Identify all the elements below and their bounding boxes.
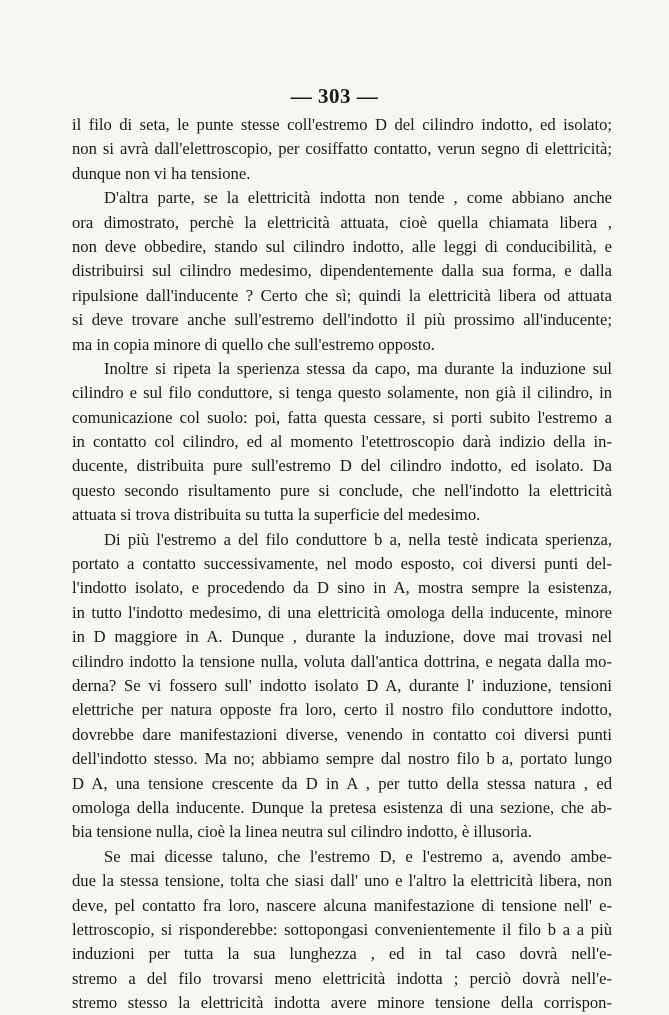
text-line: Di più l'estremo a del filo conduttore b a, nella testè indicata sperienza,	[104, 529, 612, 549]
text-line: non si avrà dall'elettroscopio, per cosiffatto contatto, verun segno di elettricità;	[72, 139, 612, 159]
text-line: ora dimostrato, perchè la elettricità attuata, cioè quella chiamata libera ,	[72, 212, 612, 232]
text-line: dovrebbe dare manifestazioni diverse, venendo in contatto coi diversi punti	[72, 724, 612, 744]
text-line: Inoltre si ripeta la sperienza stessa da capo, ma durante la induzione sul	[104, 358, 612, 378]
text-line: dunque non vi ha tensione.	[72, 163, 251, 183]
text-line: Se mai dicesse taluno, che l'estremo D, e l'estremo a, avendo ambe-	[104, 846, 612, 866]
text-line: si deve trovare anche sull'estremo dell'indotto il più prossimo all'inducente;	[72, 310, 612, 330]
text-line: distribuirsi sul cilindro medesimo, dipendentemente dalla sua forma, e dalla	[72, 261, 612, 281]
page-number: — 303 —	[290, 84, 379, 108]
text-line: cilindro indotto la tensione nulla, voluta dall'antica dottrina, e negata dalla mo-	[72, 651, 612, 671]
text-line: l'indotto isolato, e procedendo da D sino in A, mostra sempre la esistenza,	[72, 578, 612, 598]
text-line: D A, una tensione crescente da D in A , per tutto della stessa natura , ed	[72, 773, 612, 793]
text-line: elettriche per natura opposte fra loro, certo il nostro filo conduttore indotto,	[72, 700, 612, 720]
text-line: ma in copia minore di quello che sull'estremo opposto.	[72, 334, 435, 354]
text-line: derna? Se vi fossero sull' indotto isolato D A, durante l' induzione, tensioni	[72, 675, 612, 695]
text-line: due la stessa tensione, tolta che siasi dall' uno e l'altro la elettricità libera, non	[72, 871, 612, 891]
text-line: attuata si trova distribuita su tutta la superficie del medesimo.	[72, 505, 481, 525]
text-line: comunicazione col suolo: poi, fatta questa cessare, si porti subito l'estremo a	[72, 407, 612, 427]
text-line: induzioni per tutta la sua lunghezza , ed in tal caso dovrà nell'e-	[72, 944, 612, 964]
text-line: omologa della inducente. Dunque la pretesa esistenza di una sezione, che ab-	[72, 797, 612, 817]
text-line: deve, pel contatto fra loro, nascere alcuna manifestazione di tensione nell' e-	[72, 895, 612, 915]
text-line: in tutto l'indotto medesimo, di una elettricità omologa della inducente, minore	[72, 602, 612, 622]
text-line: stremo a del filo trovarsi meno elettricità indotta ; perciò dovrà nell'e-	[72, 968, 612, 988]
text-line: in contatto col cilindro, ed al momento l'etettroscopio darà indizio della in-	[72, 432, 612, 452]
text-line: lettroscopio, si risponderebbe: sottopongasi convenientemente il filo b a a più	[72, 919, 612, 939]
text-line: D'altra parte, se la elettricità indotta non tende , come abbiano anche	[104, 188, 612, 208]
text-line: il filo di seta, le punte stesse coll'estremo D del cilindro indotto, ed isolato;	[72, 115, 612, 134]
text-line: cilindro e sul filo conduttore, si tenga questo solamente, non già il cilindro, in	[72, 383, 612, 403]
text-line: non deve obbedire, stando sul cilindro indotto, alle leggi di conducibilità, e	[72, 236, 612, 256]
body-text	[72, 113, 612, 1015]
text-line: questo secondo risultamento pure si conclude, che nell'indotto la elettricità	[72, 480, 612, 500]
text-line: portato a contatto successivamente, nel modo esposto, coi diversi punti del-	[72, 554, 612, 574]
text-line: stremo stesso la elettricità indotta avere minore tensione della corrispon-	[72, 993, 612, 1013]
text-line: ducente, distribuita pure sull'estremo D del cilindro indotto, ed isolato. Da	[72, 456, 612, 476]
text-line: bia tensione nulla, cioè la linea neutra sul cilindro indotto, è illusoria.	[72, 822, 532, 842]
text-line: ripulsione dall'inducente ? Certo che sì; quindi la elettricità libera od attuata	[72, 285, 612, 305]
text-line: dell'indotto stesso. Ma no; abbiamo sempre dal nostro filo b a, portato lungo	[72, 749, 612, 769]
text-line: in D maggiore in A. Dunque , durante la induzione, dove mai trovasi nel	[72, 627, 612, 647]
